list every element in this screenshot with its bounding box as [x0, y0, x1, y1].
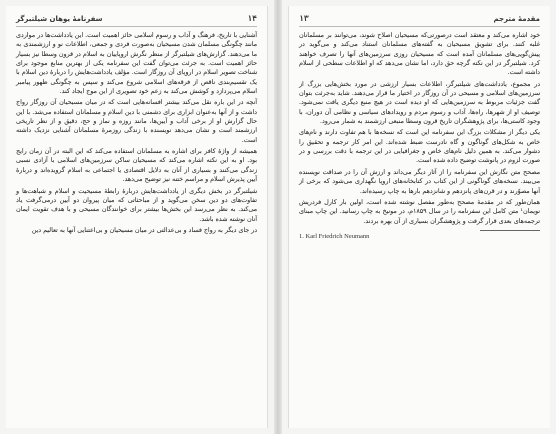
left-paragraph-4: شیلتبرگر در بخش دیگری از یادداشت‌هایش دربارهٔ رابطهٔ مسیحیت و اسلام و شباهت‌ها و تفاوت‌های دو دین سخن می‌گوید و از مباحثاتی که میان پیروان دو آیین درمی‌گرفت یاد می‌کند. به نظر می‌رسد این بخش‌ها بیشتر برای خوانندگان مسیحی و با هدف تقویت ایمان آنان نوشته شده باشد. [16, 187, 257, 223]
right-paragraph-4: مصحح متن نگارش این سفرنامه را از آثار دیگر می‌داند و ارزش آن را در صداقت نویسنده می‌بیند. نسخه‌های گوناگونی از این کتاب در کتابخانه‌های اروپا نگهداری می‌شود که برخی از آنها مصوّرند و در قرن‌های پانزدهم و شانزدهم بارها به چاپ رسیده‌اند. [299, 168, 540, 195]
left-paragraph-5: در جای دیگر به رواج فساد و بی‌عدالتی در میان مسیحیان و بی‌اعتنایی آنها به تعالیم دین [31, 226, 257, 234]
footnote-divider [480, 230, 540, 231]
left-paragraph-3: همیشه از واژهٔ کافر برای اشاره به مسلمانان استفاده می‌کند که این البته در آن زمان رایج بود. او به این نکته اشاره می‌کند که مسیحیان ساکن سرزمین‌های اسلامی با آزادی نسبی زندگی می‌کنند و بسیاری از آنان به دلایل اقتصادی یا اجتماعی به اسلام گرویده‌اند و دربارهٔ آیین پذیرش اسلام و مراسم ختنه نیز توضیح می‌دهد. [16, 148, 257, 184]
right-paragraph-1: خود اشاره می‌کند و معتقد است درصورتی‌که مسیحیان اصلاح شوند، می‌توانند بر مسلمانان غلبه کنند. برای تشویق مسیحیان به گفته‌های مسلمانان استناد می‌کند و می‌گوید در پیش‌گویی‌های مسلمانان آمده است که مسیحیان روزی سرزمین‌های آنها را تصرف خواهند کرد. شیلتبرگر در این نکته گرچه حق دارد، اما نشان می‌دهد که او اطلاعات سطحی از اسلام داشته است. [299, 32, 540, 77]
left-running-head: سفرنامهٔ یوهان شیلتبرگر [16, 15, 103, 23]
left-page-header [16, 14, 257, 27]
right-paragraph-3: یکی دیگر از مشکلات بزرگ این سفرنامه این است که نسخه‌ها با هم تفاوت دارند و نام‌های خاص به شکل‌های گوناگون و گاه نادرست ضبط شده‌اند. این امر کار ترجمه و تحقیق را دشوار می‌کند. به همین دلیل نام‌های خاص و جغرافیایی در این ترجمه با دقت بررسی و در صورت لزوم در پانوشت توضیح داده شده است. [299, 129, 540, 165]
right-page-number: ۱۳ [299, 14, 309, 23]
right-running-head: مقدمهٔ مترجم [493, 15, 540, 23]
book-gutter [274, 0, 282, 434]
left-paragraph-2: آنچه در این باره نقل می‌کند بیشتر افسانه‌هایی است که در میان مسیحیان آن روزگار رواج داشت و از آنها به‌عنوان ابزاری برای دشمنی با دین اسلام و مسلمانان استفاده می‌شد. با این حال گزارش او از برخی آداب و آیین‌ها، مانند روزه و نماز و حج، دقیق و از نظر تاریخی ارزشمند است و نشان می‌دهد نویسنده با زندگی روزمرهٔ مسلمانان آشنایی نزدیک داشته است. [16, 99, 257, 144]
left-page [6, 6, 268, 428]
left-page-number: ۱۴ [247, 14, 257, 23]
right-paragraph-5: همان‌طور که در مقدمهٔ مصحح به‌طور مفصل نوشته شده است، اولین بار کارل فردریش نویمان¹ متن کامل این سفرنامه را در سال ۱۸۵۹م، در مونیخ به چاپ رسانید. این چاپ مبنای ترجمه‌های بعدی قرار گرفت و پژوهشگران بسیاری از آن بهره بردند. [299, 198, 540, 225]
footnote: 1. Karl Friedrich Neumann [299, 232, 370, 240]
right-page-header [299, 14, 540, 27]
right-paragraph-2: در مجموع، یادداشت‌های شیلتبرگر، اطلاعات بسیار ارزشی در مورد بخش‌هایی بزرگ از سرزمین‌های اسلامی و مسیحی در آن روزگار در اختیار ما قرار می‌دهند. شاید به‌جرئت بتوان گفت جزئیات مربوط به سرزمین‌هایی که او دیده است در هیچ منبع دیگری یافت نمی‌شود. توصیف او از شهرها، راه‌ها، آداب و رسوم مردم و رویدادهای سیاسی و نظامی آن دوران، با وجود کاستی‌ها، برای پژوهشگران تاریخ قرون وسطا منبعی ارزشمند به شمار می‌رود. [299, 80, 540, 126]
right-page [288, 6, 550, 428]
left-paragraph-1: آشنایی با تاریخ، فرهنگ و آداب و رسوم اسلامی حائز اهمیت است. این یادداشت‌ها در مواردی مانند چگونگی مسلمان شدن مسیحیان به‌صورت فردی و جمعی، اطلاعات نو و ارزشمندی به ما می‌دهند. گزارش‌های شیلتبرگر از منظر نگرش اروپاییان به اسلام در قرون وسطا نیز بسیار حائز اهمیت است. به جرئت می‌توان گفت این سفرنامه یکی از بهترین منابع موجود برای شناخت تصویر اسلام در اروپای آن روزگار است. مؤلف یادداشت‌هایش را دربارهٔ دین اسلام با یک تقسیم‌بندی ناقص از فرقه‌های اسلامی شروع می‌کند و سپس به چگونگی ظهور پیامبر اسلام می‌پردازد و کوشش می‌کند به زعم خود تصویری از این موج ایجاد کند. [16, 32, 257, 96]
